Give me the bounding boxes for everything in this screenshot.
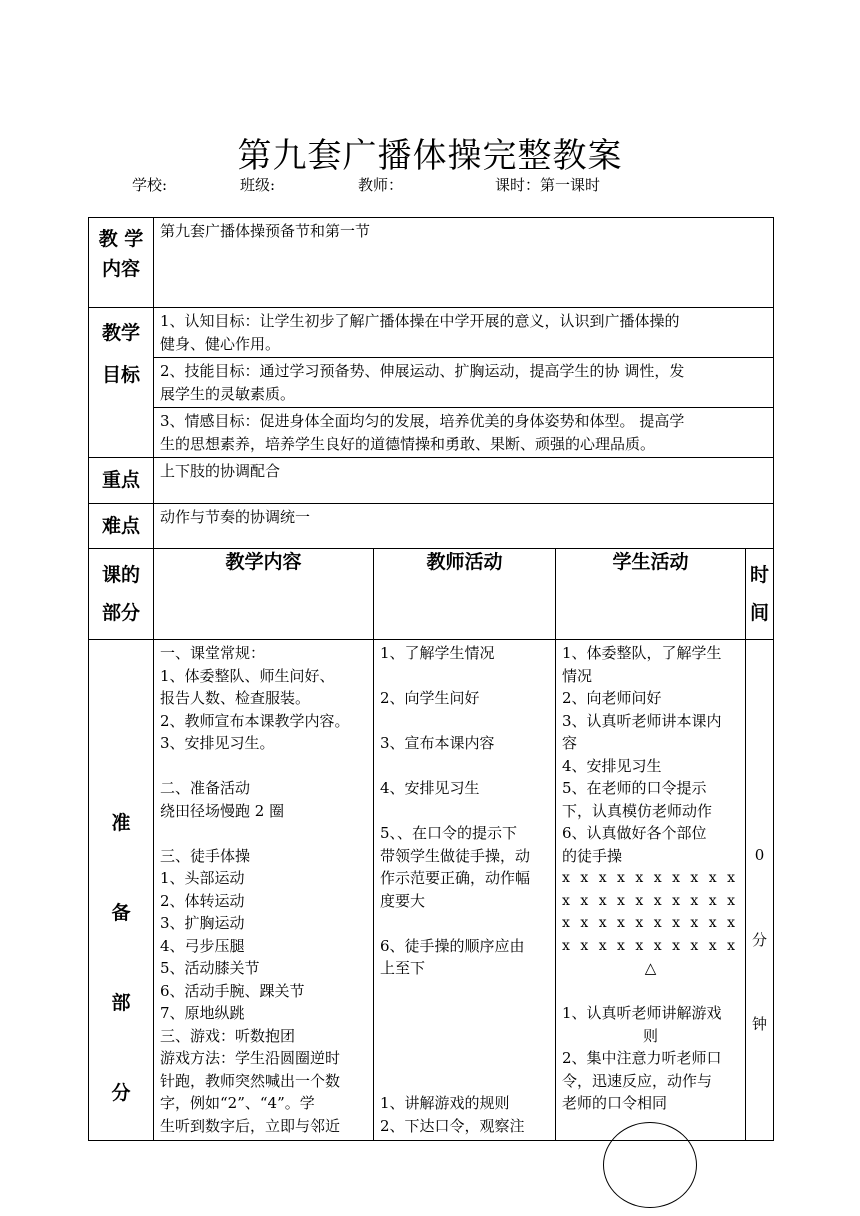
- meta-class: 班级:: [240, 176, 276, 194]
- formation-row: x x x x x x x x x x: [562, 870, 739, 886]
- header-content: 教学内容: [154, 549, 374, 640]
- column-header-row: [89, 549, 774, 640]
- difficulty-text: 动作与节奏的协调统一: [154, 504, 774, 549]
- row-difficulty: [89, 504, 774, 549]
- row-goal-1: [89, 308, 774, 358]
- label-content: 教 学 内容: [89, 218, 154, 308]
- teacher-position-triangle: △: [644, 959, 657, 977]
- prep-time: 0 分 钟: [746, 640, 774, 1141]
- goal-skill: 2、技能目标：通过学习预备势、伸展运动、扩胸运动，提高学生的协 调性，发 展学生的灵敏素质。: [154, 358, 774, 408]
- page-number-oval: [603, 1122, 697, 1208]
- meta-teacher: 教师：: [358, 176, 404, 194]
- header-student: 学生活动: [556, 549, 746, 640]
- formation-row: x x x x x x x x x x: [562, 915, 739, 931]
- meta-period: 课时：第一课时: [495, 176, 601, 194]
- meta-school: 学校:: [132, 176, 168, 194]
- header-part: 课的 部分: [89, 549, 154, 640]
- prep-content: 一、课堂常规： 1、体委整队、师生问好、 报告人数、检查服装。 2、教师宣布本课教学内容。 3、安排见习生。 二、准备活动 绕田径场慢跑 2 圈 三、徒手体操 1、头部运动 2、体转运动 3、扩胸运动 4、弓步压腿 5、活动膝关节 6、活动手腕、踝关节 7、原地纵跳 三、游戏：听数抱团 游戏方法：学生沿圆圈逆时 针跑，教师突然喊出一个数 字，例如“2”、“4”。学 生听到数字后，立即与邻近: [154, 640, 374, 1141]
- formation-row: x x x x x x x x x x: [562, 892, 739, 909]
- row-prep: [89, 640, 774, 1141]
- header-teacher: 教师活动: [374, 549, 556, 640]
- prep-teacher-activity: 1、了解学生情况 2、向学生问好 3、宣布本课内容 4、安排见习生 5、、在口令的提示下 带领学生做徒手操，动 作示范要正确，动作幅 度要大 6、徒手操的顺序应由 上至下 1、讲解游戏的规则 2、下达口令，观察注: [374, 640, 556, 1141]
- row-key: [89, 458, 774, 504]
- goal-cognitive: 1、认知目标：让学生初步了解广播体操在中学开展的意义，认识到广播体操的 健身、健心作用。: [154, 308, 774, 358]
- row-goal-3: [89, 408, 774, 458]
- label-key: 重点: [89, 458, 154, 504]
- label-difficulty: 难点: [89, 504, 154, 549]
- row-content: [89, 218, 774, 308]
- formation-row: x x x x x x x x x x: [562, 937, 739, 954]
- goal-emotion: 3、情感目标：促进身体全面均匀的发展，培养优美的身体姿势和体型。 提高学 生的思想素养，培养学生良好的道德情操和勇敢、果断、顽强的心理品质。: [154, 408, 774, 458]
- label-goals: 教学 目标: [89, 308, 154, 458]
- lesson-plan-table: [88, 217, 774, 1141]
- row-goal-2: [89, 358, 774, 408]
- page-title: 第九套广播体操完整教案: [237, 136, 623, 176]
- prep-part-label: 准 备 部 分: [89, 640, 154, 1141]
- header-time: 时 间: [746, 549, 774, 640]
- key-text: 上下肢的协调配合: [154, 458, 774, 504]
- prep-student-activity: 1、体委整队，了解学生 情况 2、向老师问好 3、认真听老师讲本课内 容 4、安排见习生 5、在老师的口令提示 下，认真模仿老师动作 6、认真做好各个部位 的徒手操 x x x x x x x x x x x x x x x x x x x x x x x x x x x x x x x x x x x x x x x x △ 1、认真听老师讲解游戏 则 2、集中注意力听老师口 令，迅速反应，动作与 老师的口令相同: [556, 640, 746, 1141]
- content-text: 第九套广播体操预备节和第一节: [154, 218, 774, 308]
